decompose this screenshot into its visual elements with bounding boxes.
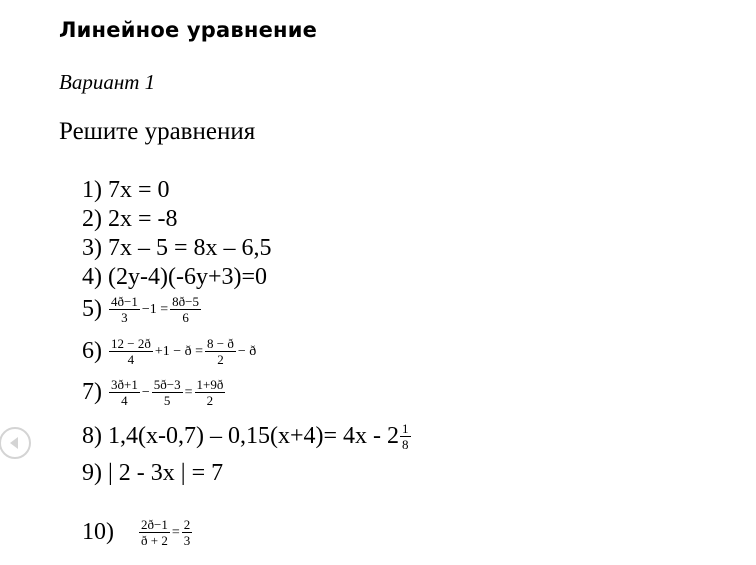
denominator: 4 (127, 352, 135, 367)
equation-text: | 2 - 3x | = 7 (108, 460, 224, 486)
equation-text: 7x – 5 = 8x – 6,5 (108, 235, 272, 261)
numerator: 5ð−3 (153, 377, 181, 392)
equation-item (82, 264, 267, 291)
document-title: Линейное уравнение (59, 18, 318, 42)
item-number: 1) (82, 177, 102, 203)
item-number: 6) (82, 338, 102, 364)
numerator: 3ð+1 (111, 377, 138, 392)
item-number: 4) (82, 264, 102, 290)
item-number: 5) (82, 296, 102, 322)
fraction (182, 517, 193, 548)
denominator: 6 (182, 310, 189, 325)
denominator: 5 (163, 393, 171, 408)
numerator: 1+9ð (196, 377, 224, 392)
denominator: 3 (183, 533, 191, 548)
numerator: 2 (183, 517, 191, 532)
equation-item (82, 377, 226, 408)
instruction-text: Решите уравнения (59, 118, 256, 145)
fraction (170, 294, 201, 325)
denominator: ð + 2 (141, 533, 168, 548)
item-number: 9) (82, 460, 102, 486)
operator-text: −1 = (141, 301, 169, 317)
numerator: 1 (402, 421, 409, 436)
equation-item (82, 336, 257, 367)
denominator: 8 (402, 437, 409, 452)
operator-text: − (141, 384, 150, 400)
numerator: 2ð−1 (141, 517, 168, 532)
equation-item (82, 206, 178, 233)
item-number: 2) (82, 206, 102, 232)
fraction (139, 517, 170, 548)
item-number: 3) (82, 235, 102, 261)
chevron-left-icon (7, 435, 23, 451)
fraction (400, 421, 411, 452)
equation-item (82, 460, 223, 487)
numerator: 4ð−1 (111, 294, 138, 309)
fraction (109, 377, 140, 408)
numerator: 12 − 2ð (111, 336, 151, 351)
equation-item (82, 177, 170, 204)
item-number: 10) (82, 519, 114, 545)
fraction (152, 377, 183, 408)
equation-text: (2y-4)(-6y+3)=0 (108, 264, 268, 290)
fraction (109, 336, 153, 367)
equation-item (82, 235, 272, 262)
equation-text: 1,4(x-0,7) – 0,15(x+4)= 4x - 2 (108, 423, 400, 449)
equation-item (82, 421, 412, 452)
fraction (205, 336, 236, 367)
denominator: 2 (206, 393, 214, 408)
fraction (195, 377, 226, 408)
item-number: 8) (82, 423, 102, 449)
numerator: 8ð−5 (172, 294, 199, 309)
item-number: 7) (82, 379, 102, 405)
variant-label: Вариант 1 (59, 70, 156, 94)
equation-text: 2x = -8 (108, 206, 178, 232)
previous-page-button[interactable] (0, 427, 31, 459)
operator-text: − ð (237, 343, 257, 359)
denominator: 4 (121, 393, 128, 408)
denominator: 3 (121, 310, 128, 325)
equation-text: 7x = 0 (108, 177, 170, 203)
equation-item (82, 517, 193, 548)
numerator: 8 − ð (207, 336, 234, 351)
operator-text: = (184, 384, 193, 400)
denominator: 2 (217, 352, 224, 367)
operator-text: = (171, 524, 180, 540)
operator-text: +1 − ð = (154, 343, 204, 359)
fraction (109, 294, 140, 325)
equation-item (82, 294, 202, 325)
